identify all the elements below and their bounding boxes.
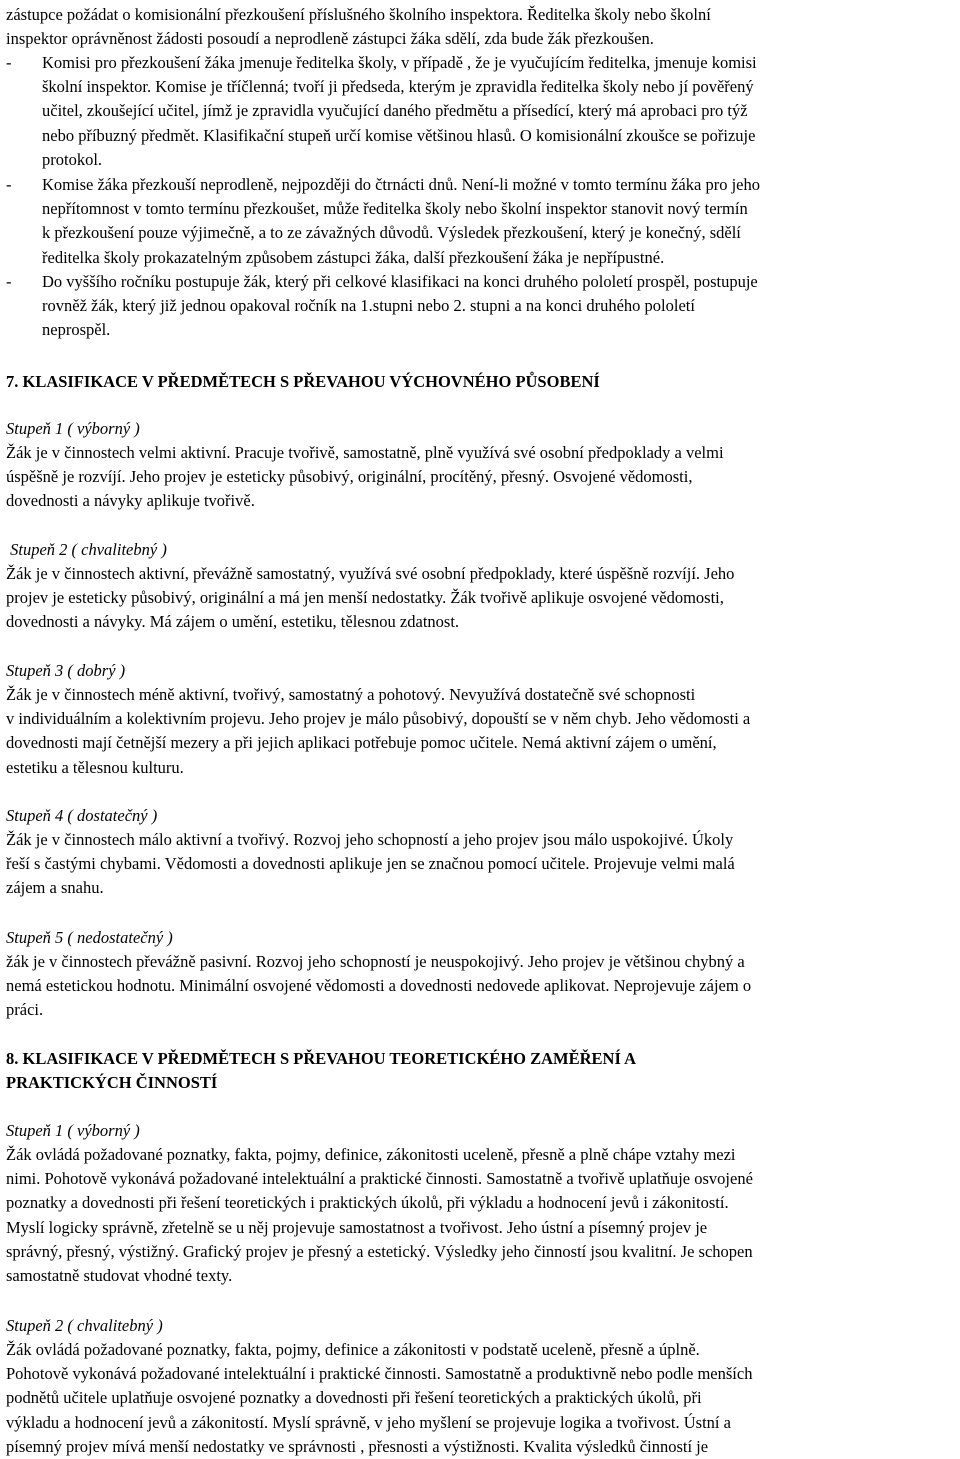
text-line: rovněž žák, který již jednou opakoval ročník na 1.stupni nebo 2. stupni a na konci druhého pololetí bbox=[42, 296, 695, 316]
text-line: nebo příbuzný předmět. Klasifikační stupeň určí komise většinou hlasů. O komisionální zkoušce se pořizuje bbox=[42, 125, 756, 145]
text-line: dovednosti a návyky aplikuje tvořivě. bbox=[6, 491, 255, 511]
text-line: podnětů učitele uplatňuje osvojené poznatky a dovednosti při řešení teoretických a praktických úkolů, při bbox=[6, 1388, 702, 1408]
text-line: práci. bbox=[6, 1000, 44, 1020]
bullet-dash: - bbox=[6, 53, 12, 72]
text-line: školní inspektor. Komise je tříčlenná; tvoří ji předseda, kterým je zpravidla ředitelka školy nebo jí pověřený bbox=[42, 77, 754, 97]
text-line: Komise žáka přezkouší neprodleně, nejpozději do čtrnácti dnů. Není-li možné v tomto termínu žáka pro jeho bbox=[42, 175, 760, 194]
text-line: Myslí logicky správně, zřetelně se u něj projevuje samostatnost a tvořivost. Jeho ústní a písemný projev je bbox=[6, 1217, 708, 1237]
text-line: zástupce požádat o komisionální přezkoušení příslušného školního inspektora. Ředitelka školy nebo školní bbox=[6, 5, 711, 24]
grade-description bbox=[6, 683, 956, 780]
text-line: úspěšně je rozvíjí. Jeho projev je esteticky působivý, originální, procítěný, přesný. Osvojené vědomosti, bbox=[6, 467, 693, 487]
text-line: Žák je v činnostech velmi aktivní. Pracuje tvořivě, samostatně, plně využívá své osobní předpoklady a velmi bbox=[6, 443, 724, 462]
text-line: k přezkoušení pouze výjimečně, a to ze závažných důvodů. Výsledek přezkoušení, který je konečný, sdělí bbox=[42, 223, 741, 243]
grade-title: Stupeň 4 ( dostatečný ) bbox=[6, 806, 158, 825]
text-line: správný, přesný, výstižný. Grafický projev je přesný a estetický. Výsledky jeho činností jsou kvalitní. Je schopen bbox=[6, 1241, 753, 1261]
text-line: dovednosti a návyky. Má zájem o umění, estetiku, tělesnou zdatnost. bbox=[6, 612, 460, 632]
text-line: nimi. Pohotově vykonává požadované intelektuální a praktické činnosti. Samostatně a tvořivě uplatňuje osvojené bbox=[6, 1169, 753, 1189]
text-line: Komisi pro přezkoušení žáka jmenuje ředitelka školy, v případě , že je vyučujícím ředitelka, jmenuje komisi bbox=[42, 53, 757, 72]
grade-description bbox=[6, 828, 956, 901]
text-line: projev je esteticky působivý, originální a má jen menší nedostatky. Žák tvořivě aplikuje osvojené vědomosti, bbox=[6, 588, 724, 608]
grade-title: Stupeň 1 ( výborný ) bbox=[6, 419, 140, 438]
text-line: učitel, zkoušející učitel, jímž je zpravidla vyučující daného předmětu a přísedící, který má aprobaci pro týž bbox=[42, 101, 748, 121]
text-line: neprospěl. bbox=[42, 320, 111, 340]
heading-line: 8. KLASIFIKACE V PŘEDMĚTECH S PŘEVAHOU TEORETICKÉHO ZAMĚŘENÍ A bbox=[6, 1049, 637, 1068]
grade-title: Stupeň 1 ( výborný ) bbox=[6, 1121, 140, 1140]
text-line: písemný projev mívá menší nedostatky ve správnosti , přesnosti a výstižnosti. Kvalita výsledků činností je bbox=[6, 1436, 709, 1456]
text-line: Do vyššího ročníku postupuje žák, který při celkové klasifikaci na konci druhého pololetí prospěl, postupuje bbox=[42, 272, 758, 291]
paragraph-continuation bbox=[6, 3, 956, 51]
grade-description bbox=[6, 950, 956, 1023]
text-line: výkladu a hodnocení jevů a zákonitostí. Myslí správně, v jeho myšlení se projevuje logika a tvořivost. Ústní a bbox=[6, 1412, 731, 1432]
text-line: samostatně studovat vhodné texty. bbox=[6, 1266, 233, 1286]
bullet-dash: - bbox=[6, 272, 12, 291]
list-item bbox=[6, 51, 956, 172]
text-line: Žák ovládá požadované poznatky, fakta, pojmy, definice a zákonitosti v podstatě uceleně, přesně a úplně. bbox=[6, 1340, 700, 1359]
grade-title: Stupeň 2 ( chvalitebný ) bbox=[6, 540, 167, 559]
text-line: dovednosti mají četnější mezery a při jejich aplikaci potřebuje pomoc učitele. Nemá aktivní zájem o umění, bbox=[6, 733, 717, 753]
list-item bbox=[6, 173, 956, 270]
grade-title: Stupeň 3 ( dobrý ) bbox=[6, 661, 126, 680]
grade-title: Stupeň 2 ( chvalitebný ) bbox=[6, 1316, 163, 1335]
bullet-dash: - bbox=[6, 175, 12, 194]
text-line: poznatky a dovednosti při řešení teoretických i praktických úkolů, při výkladu a hodnocení jevů i zákonitostí. bbox=[6, 1193, 729, 1213]
text-line: zájem a snahu. bbox=[6, 878, 104, 898]
text-line: žák je v činnostech převážně pasivní. Rozvoj jeho schopností je neuspokojivý. Jeho projev je většinou chybný a bbox=[6, 952, 745, 971]
section-heading: 7. KLASIFIKACE V PŘEDMĚTECH S PŘEVAHOU VÝCHOVNÉHO PŮSOBENÍ bbox=[6, 372, 600, 391]
text-line: nepřítomnost v tomto termínu přezkoušet, může ředitelka školy nebo školní inspektor stanovit nový termín bbox=[42, 199, 748, 219]
text-line: estetiku a tělesnou kulturu. bbox=[6, 757, 184, 777]
grade-description bbox=[6, 1338, 956, 1459]
text-line: Pohotově vykonává požadované intelektuální i praktické činnosti. Samostatně a produktivně nebo podle menších bbox=[6, 1364, 753, 1384]
text-line: Žák je v činnostech málo aktivní a tvořivý. Rozvoj jeho schopností a jeho projev jsou málo uspokojivé. Úkoly bbox=[6, 830, 734, 849]
grade-description bbox=[6, 1143, 956, 1288]
text-line: Žák je v činnostech méně aktivní, tvořivý, samostatný a pohotový. Nevyužívá dostatečně své schopnosti bbox=[6, 685, 696, 704]
text-line: Žák ovládá požadované poznatky, fakta, pojmy, definice, zákonitosti uceleně, přesně a plně chápe vztahy mezi bbox=[6, 1145, 736, 1164]
grade-description bbox=[6, 562, 956, 635]
section-heading bbox=[6, 1047, 956, 1095]
grade-description bbox=[6, 441, 956, 514]
text-line: v individuálním a kolektivním projevu. Jeho projev je málo působivý, dopouští se v něm chyb. Jeho vědomosti a bbox=[6, 709, 751, 729]
heading-line: PRAKTICKÝCH ČINNOSTÍ bbox=[6, 1073, 218, 1093]
text-line: inspektor oprávněnost žádosti posoudí a neprodleně zástupci žáka sdělí, zda bude žák přezkoušen. bbox=[6, 29, 654, 49]
text-line: Žák je v činnostech aktivní, převážně samostatný, využívá své osobní předpoklady, které úspěšně rozvíjí. Jeho bbox=[6, 564, 735, 583]
text-line: ředitelka školy prokazatelným způsobem zástupci žáka, další přezkoušení žáka je nepřípustné. bbox=[42, 247, 665, 267]
text-line: nemá estetickou hodnotu. Minimální osvojené vědomosti a dovednosti nedovede aplikovat. Neprojevuje zájem o bbox=[6, 976, 752, 996]
grade-title: Stupeň 5 ( nedostatečný ) bbox=[6, 928, 173, 947]
list-item bbox=[6, 270, 956, 343]
text-line: řeší s častými chybami. Vědomosti a dovednosti aplikuje jen se značnou pomocí učitele. Projevuje velmi malá bbox=[6, 854, 735, 874]
text-line: protokol. bbox=[42, 149, 103, 169]
